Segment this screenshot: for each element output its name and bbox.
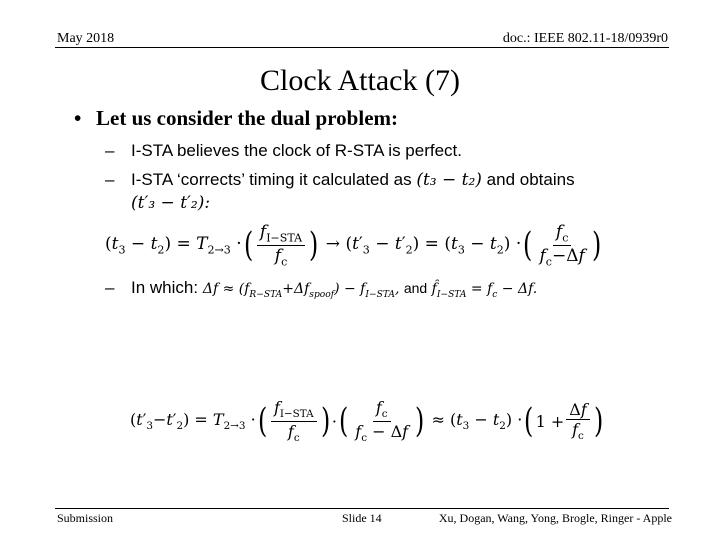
equation-1: $(t_3 - t_2) = T_{2\to 3}$ · ( $\frac{f_{I-STA}}{f_c}$ ) → $(t'_3 - t'_2) = (t_3 - t_2)$ · ( $\frac{f_c}{f_c-\Delta f}$ ) <box>105 222 602 269</box>
sub-bullet-2 <box>105 170 575 190</box>
dash-marker: – <box>105 278 115 297</box>
sub-bullet-2-prefix: I-STA ‘corrects’ timing it calculated as <box>131 170 412 189</box>
slide-title: Clock Attack (7) <box>260 64 460 97</box>
equation-2: $(t'_3-t'_2) = T_{2\to 3}$ · ( $\frac{f_{I-STA}}{f_c}$ ) · ( $\frac{f_c}{f_c - \Delta f}$ ) ≈ $(t_3 - t_2)$ · ( 1 + $\frac{\Delta f}{f_c}$ ) <box>130 398 604 444</box>
bullet-item <box>74 106 398 131</box>
sub-bullet-2-suffix: and obtains <box>486 170 575 189</box>
bullet-dot: • <box>74 106 82 130</box>
dash-marker: – <box>105 170 115 189</box>
sub-bullet-3 <box>105 278 537 300</box>
footer-slide-number: Slide 14 <box>342 511 382 525</box>
sub-bullet-1 <box>105 141 462 161</box>
footer-rule <box>55 508 669 509</box>
in-which-label: In which: <box>131 278 199 297</box>
footer-authors: Xu, Dogan, Wang, Yong, Brogle, Ringer - Apple <box>438 511 672 525</box>
header-rule <box>55 47 669 48</box>
in-which-expression: $\Delta f \approx (f_{R-STA}+\Delta f_{spoof}) - f_{I-STA}$, and $f̂_{I-STA} = f_c - \Delta f$. <box>202 280 538 300</box>
header-date: May 2018 <box>57 31 115 46</box>
dash-marker: – <box>105 141 115 160</box>
sub-bullet-2-math: (t₃ − t₂) <box>416 170 482 190</box>
sub-bullet-2-line2: (t′₃ − t′₂): <box>131 193 211 213</box>
sub-bullet-1-text: I-STA believes the clock of R-STA is perfect. <box>131 141 462 160</box>
header-doc-id: doc.: IEEE 802.11-18/0939r0 <box>502 31 668 46</box>
footer-submission: Submission <box>57 511 114 525</box>
bullet-text: Let us consider the dual problem: <box>96 106 398 130</box>
